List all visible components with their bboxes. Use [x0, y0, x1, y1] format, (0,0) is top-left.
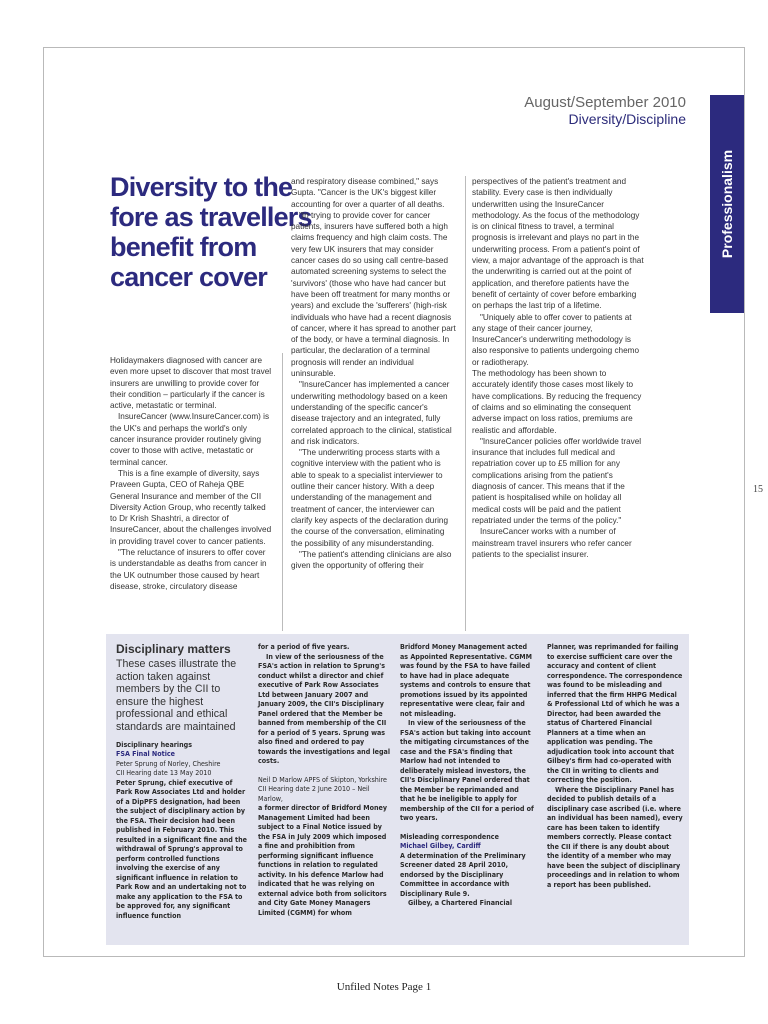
- paragraph: and respiratory disease combined," says Gupta. "Cancer is the UK's biggest killer accounting for over a quarter of all deaths.: [291, 177, 445, 209]
- box-column-2: [258, 642, 392, 917]
- section-tab: [710, 95, 744, 313]
- column-divider: [465, 176, 466, 631]
- member-name: Peter Sprung of Norley, Cheshire: [116, 758, 221, 768]
- box-paragraph: a former director of Bridford Money Management Limited had been subject to a Final Notice issued by the FSA in July 2009 which imposed a fine and prohibition from performing significant influence functions in relation to regulated activity. In his defence Marlow had indicated that he was relying on external advice both from solicitors and City Gate Money Managers Limited (CGMM) for whom: [258, 803, 388, 917]
- dateline: [524, 94, 686, 127]
- box-paragraph: for a period of five years.: [258, 642, 350, 651]
- paragraph: "The reluctance of insurers to offer cover is understandable as deaths from cancer in the UK outnumber those caused by heart disease, stroke, circulatory disease: [110, 548, 267, 591]
- member-name: Michael Gilbey, Cardiff: [400, 841, 481, 850]
- box-column-3: [400, 642, 536, 908]
- issue-date: August/September 2010: [524, 94, 686, 111]
- box-subhead: Disciplinary hearings: [116, 739, 192, 749]
- box-intro: These cases illustrate the action taken against members by the CII to ensure the highest professional and ethical standards are maintained: [116, 658, 237, 733]
- box-paragraph: Where the Disciplinary Panel has decided to publish details of a disciplinary case ascribed (i.e. where an individual has been named), every care has been taken to identify members correctly. Please contact the CII if there is any doubt about the identity of a member who may have been the subject of disciplinary proceedings and in relation to whom a report has been published.: [547, 784, 683, 889]
- paragraph: InsureCancer works with a number of mainstream travel insurers who refer cancer patients to the specialist insurer.: [472, 527, 632, 559]
- section-tab-label: Professionalism: [719, 149, 735, 259]
- article-column-3: [472, 176, 644, 560]
- box-subhead: Misleading correspondence: [400, 831, 499, 841]
- paragraph: "Uniquely able to offer cover to patients at any stage of their cancer journey, InsureCancer's underwriting methodology is also responsive to patients undergoing chemo or radiotherapy.: [472, 312, 640, 367]
- box-paragraph: Bridford Money Management acted as Appointed Representative. CGMM was found by the FSA to have failed to have had in place adequate systems and controls to ensure that promotions issued by its appointed representative were clear, fair and not misleading.: [400, 642, 533, 718]
- article-headline: Diversity to the fore as travellers benefit from cancer cover: [110, 172, 312, 292]
- box-column-4: [547, 642, 683, 889]
- article-column-2: [291, 176, 456, 571]
- box-paragraph: Peter Sprung, chief executive of Park Row Associates Ltd and holder of a DipPFS designation, had been the subject of disciplinary action by the FSA. Their decision had been published in February 2010. This resulted in a significant fine and the withdrawal of Sprung's approval to perform controlled functions involving the exercise of any significant influence in relation to Park Row and an undertaking not to make any application to the FSA to be approved for, any significant influence function: [116, 777, 247, 920]
- notice-label: FSA Final Notice: [116, 749, 175, 759]
- paragraph: "The underwriting process starts with a cognitive interview with the patient who is able to speak to a specialist interviewer to outline their cancer history. With a deep understanding of the management and treatment of cancer, the interviewer can clarify key aspects of the declaration during the course of the conversation, eliminating the possibility of any misunderstanding.: [291, 448, 449, 548]
- box-paragraph: A determination of the Preliminary Screener dated 28 April 2010, endorsed by the Disciplinary Committee in accordance with Disciplinary Rule 9.: [400, 850, 526, 898]
- paragraph: "In trying to provide cover for cancer patients, insurers have suffered both a high claims frequency and high claim costs. The very few UK insurers that may consider cancer cases do so using call centre-based automated screening systems to select the 'survivors' (those who have had cancer but have been off treatment for many months or years) and exclude the 'sufferers' (high-risk individuals who have had a recent diagnosis of cancer, where it has spread to another part of the body, or have a terminal diagnosis. In particular, the declaration of a terminal prognosis will render an individual uninsurable.: [291, 210, 456, 379]
- section-name: Diversity/Discipline: [568, 111, 686, 127]
- box-paragraph: Planner, was reprimanded for failing to exercise sufficient care over the accuracy and content of client correspondence. The correspondence was found to be misleading and inferred that the firm HHPG Medical & Professional Ltd of which he was a Director, had been awarded the status of Chartered Financial Planners at a time when an application was pending. The adjudication took into account that Gilbey's firm had co-operated with the CII in writing to clients and correcting the position.: [547, 642, 683, 784]
- paragraph: The methodology has been shown to accurately identify those cases most likely to have complications. By reducing the frequency of claims and so eliminating the consequent adverse impact on loss ratios, premiums are realistic and affordable.: [472, 369, 642, 435]
- hearing-date: CII Hearing date 2 June 2010 – Neil Marlow,: [258, 784, 370, 803]
- page-footer: Unfiled Notes Page 1: [336, 981, 432, 993]
- column-divider: [282, 353, 283, 631]
- paragraph: "InsureCancer has implemented a cancer underwriting methodology based on a keen understanding of the specific cancer's disease trajectory and an integrated, fully correlated approach to the clinical, statistical and risk indicators.: [291, 380, 452, 446]
- paragraph: perspectives of the patient's treatment and stability. Every case is then individually underwritten using the InsureCancer methodology. As the focus of the methodology is on clinical fitness to travel, a terminal prognosis is irrelevant and plays no part in the underwriting process. From a patient's point of view, a major advantage of the approach is that the underwriting is carried out at the point of application, and therefore patients have the benefit of certainty of cover before embarking on perhaps the last trip of a lifetime.: [472, 177, 644, 311]
- paragraph: Holidaymakers diagnosed with cancer are even more upset to discover that most travel insurers are unwilling to provide cover for their condition – particularly if the cancer is active, metastatic or terminal.: [110, 356, 272, 411]
- paragraph: "The patient's attending clinicians are also given the opportunity of offering their: [291, 549, 452, 571]
- paragraph: InsureCancer (www.InsureCancer.com) is the UK's and perhaps the world's only cancer insurance provider routinely giving cover to those with active, metastatic or terminal cancer.: [110, 412, 270, 467]
- disciplinary-matters-box: [106, 634, 689, 945]
- member-name: Neil D Marlow APFS of Skipton, Yorkshire: [258, 774, 387, 784]
- article-column-1: [110, 355, 273, 592]
- box-paragraph: In view of the seriousness of the FSA's action but taking into account the mitigating circumstances of the case and the FSA's finding that Marlow had not intended to deliberately mislead investors, the CII's Disciplinary Panel ordered that the Member be reprimanded and that he be ineligible to apply for membership of the CII for a period of two years.: [400, 718, 534, 822]
- magazine-page: [43, 47, 763, 957]
- box-paragraph: Gilbey, a Chartered Financial: [408, 898, 513, 907]
- box-column-1: [116, 642, 250, 920]
- paragraph: "InsureCancer policies offer worldwide travel insurance that includes full medical and repatriation cover up to £5 million for any complications arising from the patient's diagnosis of cancer. This means that if the patient is hospitalised while on holiday all medical costs will be paid and the patient repatriated under the terms of the policy.": [472, 436, 642, 525]
- box-title: Disciplinary matters: [116, 642, 231, 656]
- box-paragraph: In view of the seriousness of the FSA's action in relation to Sprung's conduct whilst a director and chief executive of Park Row Associates Ltd between January 2007 and January 2009, the CII's Disciplinary Panel ordered that the Member be banned from membership of the CII for a period of 5 years. Sprung was also fined and ordered to pay towards the investigations and legal costs.: [258, 651, 391, 765]
- page-number: 15: [753, 484, 763, 495]
- hearing-date: CII Hearing date 13 May 2010: [116, 768, 212, 778]
- paragraph: This is a fine example of diversity, says Praveen Gupta, CEO of Raheja QBE General Insurance and member of the CII Diversity Action Group, who recently talked to Dr Krish Shashtri, a director of InsureCancer, about the challenges involved in providing travel cover to cancer patients.: [110, 468, 272, 546]
